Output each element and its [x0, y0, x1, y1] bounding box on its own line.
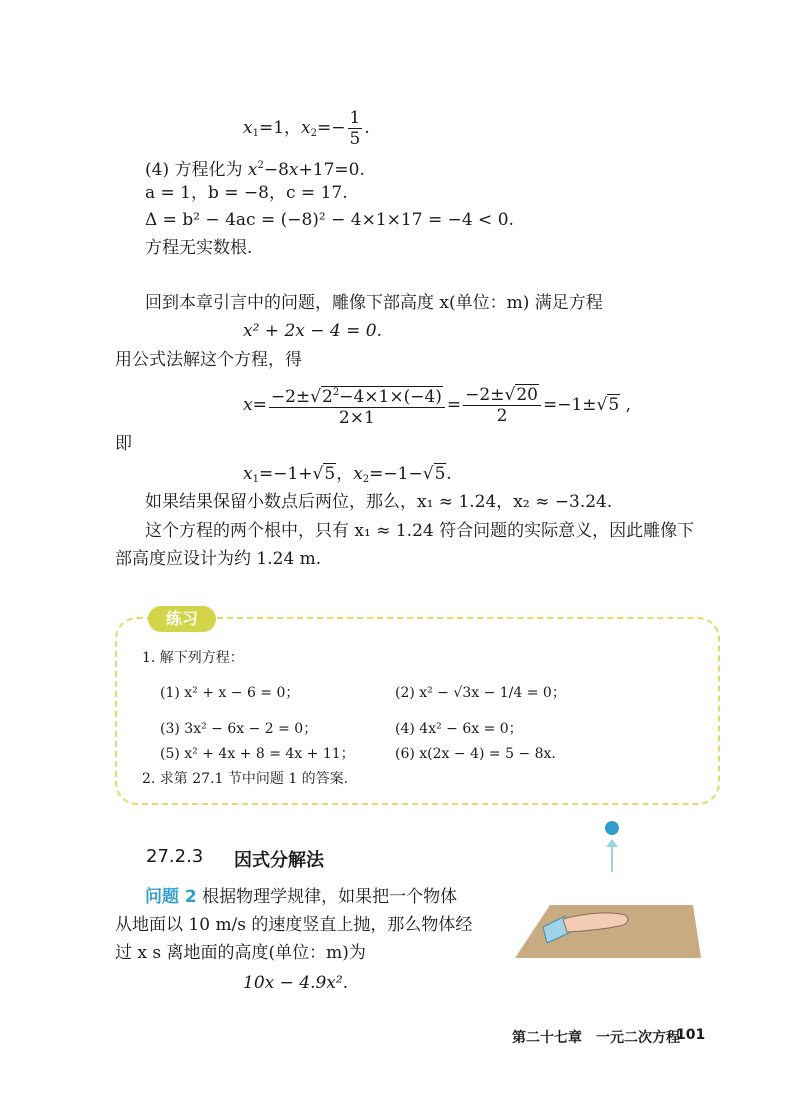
exact-roots-line: $x_1=-1+√5$，$x_2=-1-√5$.: [243, 464, 452, 485]
chapter-footer: 第二十七章 一元二次方程: [512, 1030, 680, 1046]
exercise-item-6: (6) x(2x − 4) = 5 − 8x.: [395, 746, 556, 762]
exercise-tab: 练习: [148, 606, 216, 632]
discriminant-line: Δ = b² − 4ac = (−8)² − 4×1×17 = −4 < 0.: [145, 210, 514, 230]
paragraph-ji: 即: [115, 434, 132, 454]
paragraph-meaning-line2: 部高度应设计为约 1.24 m.: [115, 549, 322, 569]
page-number: 101: [676, 1027, 706, 1043]
paragraph-statue-problem: 回到本章引言中的问题，雕像下部高度 x(单位：m) 满足方程: [145, 293, 603, 313]
exercise-item-2: (2) x² − √3x − 1/4 = 0；: [395, 685, 566, 701]
paragraph-meaning-line1: 这个方程的两个根中，只有 x₁ ≈ 1.24 符合问题的实际意义，因此雕像下: [145, 521, 695, 541]
exercise-item-5: (5) x² + 4x + 8 = 4x + 11；: [160, 746, 355, 762]
ball: [605, 821, 619, 835]
exercise-item-1: (1) x² + x − 6 = 0；: [160, 685, 300, 701]
problem-line3: 过 x s 离地面的高度(单位：m)为: [115, 943, 366, 963]
statue-equation: x² + 2x − 4 = 0.: [243, 321, 382, 341]
throw-illustration: [505, 815, 705, 965]
paragraph-formula-method: 用公式法解这个方程，得: [115, 350, 302, 370]
step-4-line: (4) 方程化为 $x^2-8x+17=0$.: [145, 160, 365, 180]
paragraph-rounded-roots: 如果结果保留小数点后两位，那么，x₁ ≈ 1.24，x₂ ≈ −3.24.: [145, 492, 613, 512]
upward-arrow-head: [606, 839, 618, 847]
exercise-q2: 2. 求第 27.1 节中问题 1 的答案.: [142, 771, 349, 787]
coefficients-line: a = 1，b = −8，c = 17.: [145, 183, 348, 203]
exercise-item-4: (4) 4x² − 6x = 0；: [395, 721, 523, 737]
roots-line-3: $x_1=1$，$x_2=-$ $\frac{1}{5}$ .: [243, 108, 370, 149]
no-real-roots-line: 方程无实数根.: [145, 238, 253, 258]
height-formula: 10x − 4.9x².: [243, 973, 349, 993]
section-title: 因式分解法: [234, 850, 324, 871]
problem-line1: 问题 2 根据物理学规律，如果把一个物体: [145, 887, 458, 907]
problem-label: 问题 2: [145, 887, 197, 907]
quadratic-formula-display: x= $\frac{-2\pm√2^2-4\times 1\times(-4)}{2\times 1}$ = $\frac{-2\pm√20}{2}$ =−1±√5 ,: [243, 385, 631, 428]
exercise-item-3: (3) 3x² − 6x − 2 = 0；: [160, 721, 318, 737]
exercise-q1-title: 1. 解下列方程：: [142, 650, 244, 666]
section-number: 27.2.3: [146, 846, 204, 867]
problem-line2: 从地面以 10 m/s 的速度竖直上抛，那么物体经: [115, 915, 473, 935]
